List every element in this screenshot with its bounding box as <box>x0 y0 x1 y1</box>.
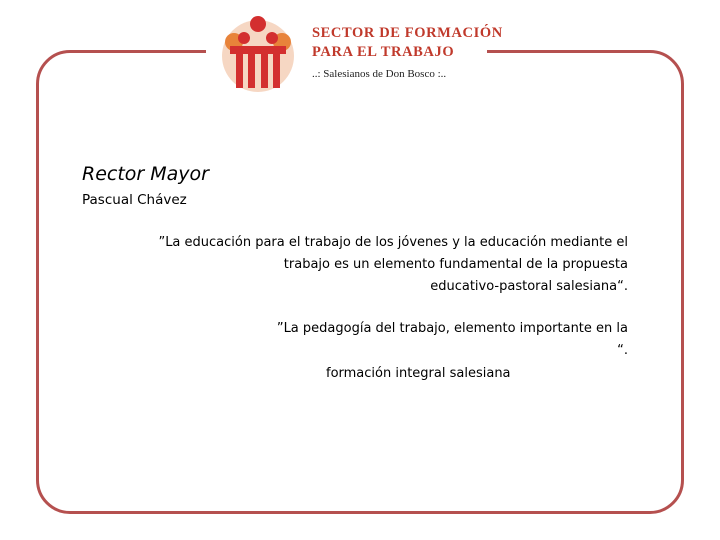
logo-line2: PARA EL TRABAJO <box>312 44 455 60</box>
slide-title: Rector Mayor <box>82 163 209 185</box>
quote-1-line-1: ”La educación para el trabajo de los jóvenes y la educación mediante el <box>158 235 628 250</box>
quote-2-line-1: ”La pedagogía del trabajo, elemento importante en la <box>276 321 628 336</box>
quote-1 <box>108 232 628 298</box>
quote-2-line-3: formación integral salesiana <box>326 366 511 381</box>
logo-line1: SECTOR DE FORMACIÓN <box>312 25 503 41</box>
author-name: Pascual Chávez <box>82 192 187 208</box>
logo-line3: ..: Salesianos de Don Bosco :.. <box>312 68 447 80</box>
salesian-logo-icon <box>216 12 300 96</box>
quote-1-line-3: educativo-pastoral salesiana“. <box>430 279 628 294</box>
logo <box>206 10 503 98</box>
quote-2-line-2: “. <box>617 343 628 358</box>
quote-2 <box>108 318 628 362</box>
quote-1-line-2: trabajo es un elemento fundamental de la propuesta <box>283 257 628 272</box>
